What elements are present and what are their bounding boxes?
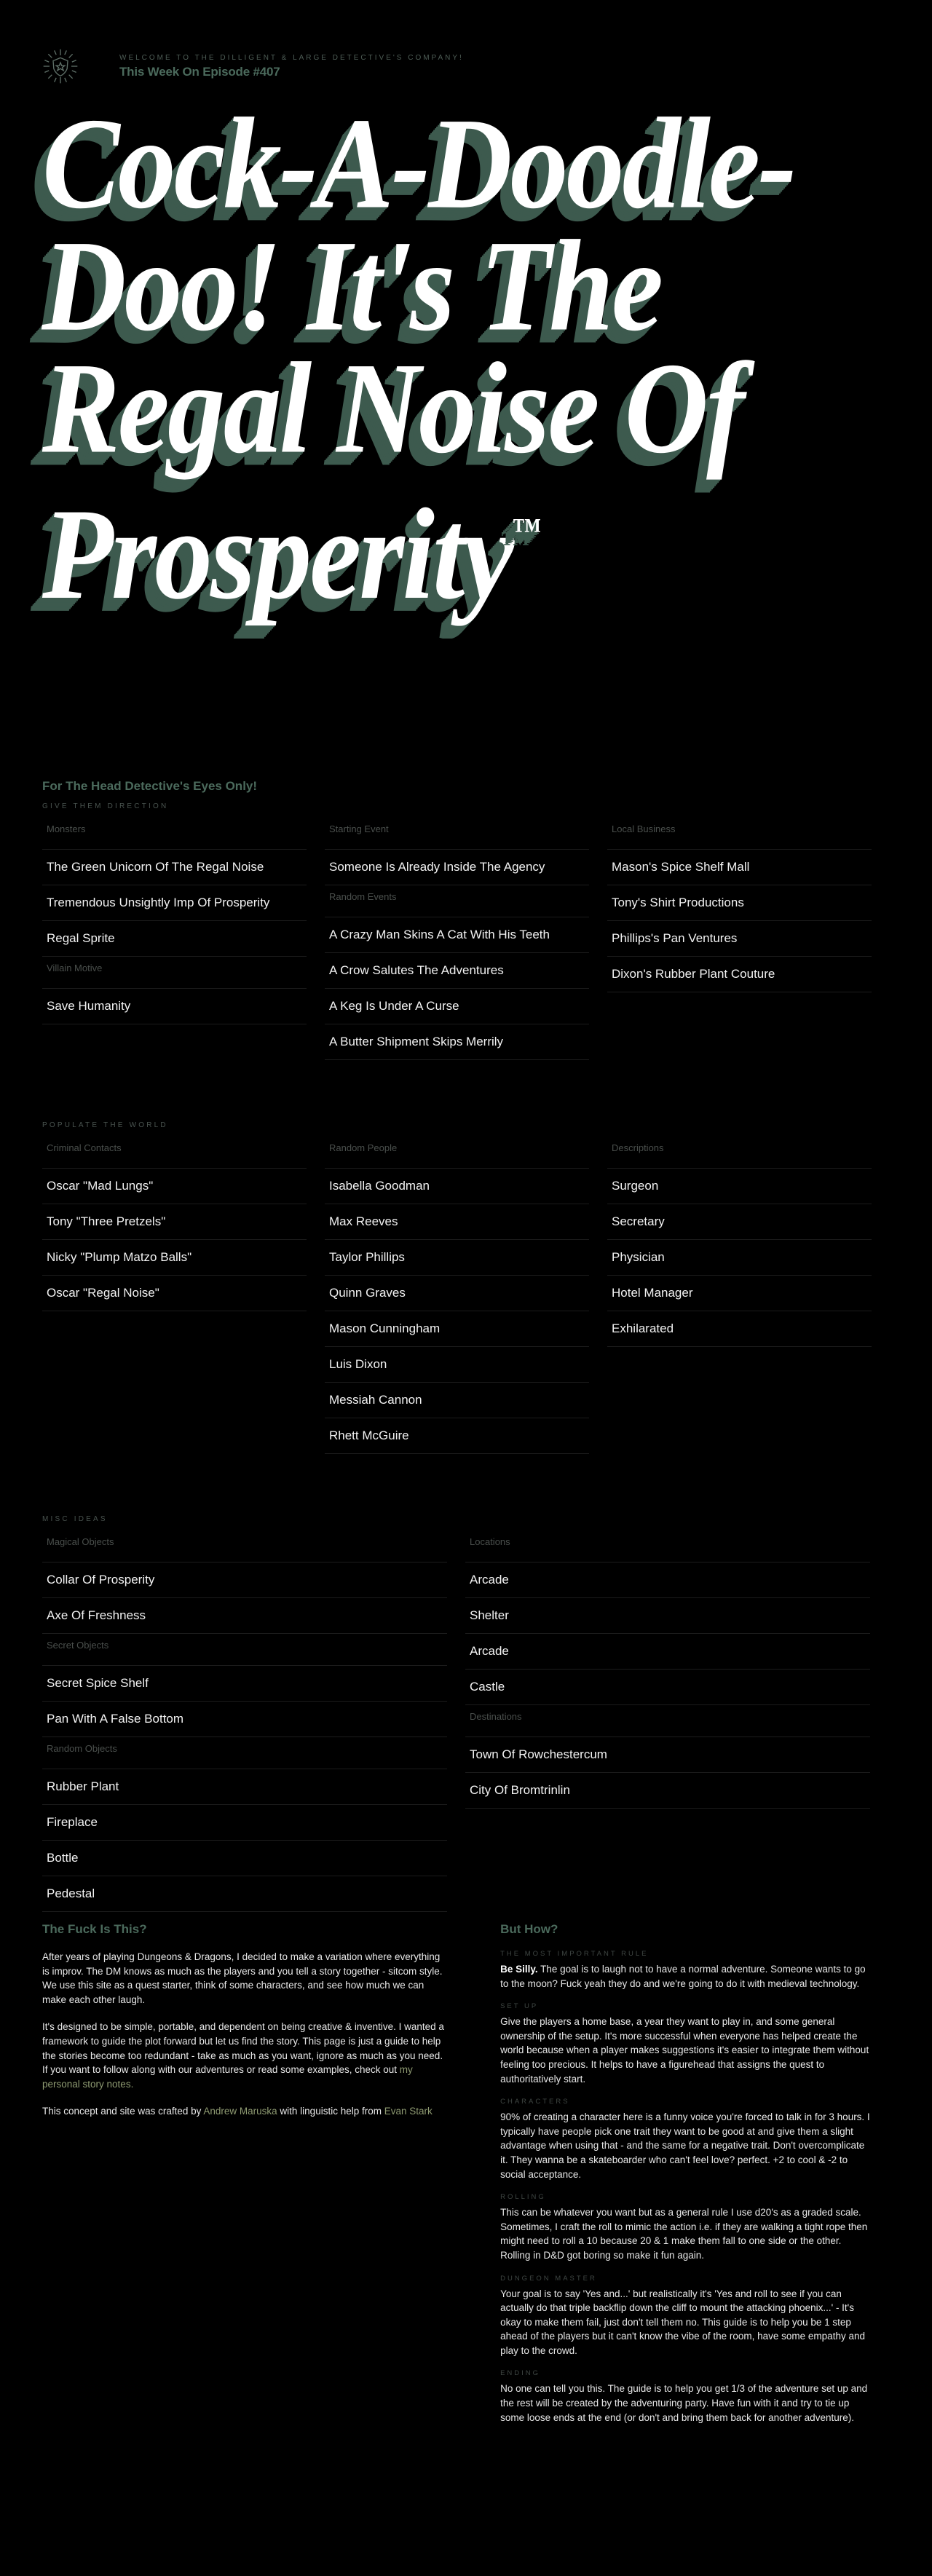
group-label: POPULATE THE WORLD: [42, 1121, 168, 1129]
category-label: Locations: [465, 1530, 870, 1562]
generator-column: [42, 1530, 447, 1912]
story-notes-link[interactable]: my personal story notes.: [42, 2064, 413, 2090]
list-item[interactable]: The Green Unicorn Of The Regal Noise: [42, 850, 307, 885]
category-label: Villain Motive: [42, 957, 307, 989]
generator-column: [607, 818, 872, 1060]
list-item[interactable]: Surgeon: [607, 1169, 872, 1204]
category-label: Descriptions: [607, 1137, 872, 1169]
site-header: [42, 42, 464, 90]
misc-columns: [42, 1530, 872, 1912]
rule-text: Your goal is to say 'Yes and...' but realistically it's 'Yes and roll to see if you can actually do that triple backflip down the cliff to mount the attacking phoenix...' - It's okay to make them fail, just don't tell them no. This guide is to help you be 1 step ahead of the players but it can't know the vibe of the room, have some empathy and play to the crowd.: [500, 2288, 865, 2356]
generator-column: [42, 818, 307, 1060]
list-item[interactable]: Physician: [607, 1240, 872, 1276]
category-label: Starting Event: [325, 818, 589, 850]
list-item[interactable]: Dixon's Rubber Plant Couture: [607, 957, 872, 992]
list-item[interactable]: Pedestal: [42, 1876, 447, 1912]
author-link[interactable]: Andrew Maruska: [203, 2106, 277, 2117]
hero-title: [42, 90, 858, 627]
list-item[interactable]: Quinn Graves: [325, 1276, 589, 1311]
list-item[interactable]: A Crazy Man Skins A Cat With His Teeth: [325, 917, 589, 953]
list-item[interactable]: Tony "Three Pretzels": [42, 1204, 307, 1240]
list-item[interactable]: Mason's Spice Shelf Mall: [607, 850, 872, 885]
generator-column: [607, 1137, 872, 1454]
generator-section: [42, 779, 872, 1973]
rule-label: DUNGEON MASTER: [500, 2274, 597, 2283]
rule-label: SET UP: [500, 2002, 539, 2011]
list-item[interactable]: Tony's Shirt Productions: [607, 885, 872, 921]
rule-emphasis: Be Silly.: [500, 1964, 538, 1975]
list-item[interactable]: Isabella Goodman: [325, 1169, 589, 1204]
list-item[interactable]: Shelter: [465, 1598, 870, 1634]
list-item[interactable]: Taylor Phillips: [325, 1240, 589, 1276]
list-item[interactable]: Save Humanity: [42, 989, 307, 1024]
tagline: WELCOME TO THE DILLIGENT & LARGE DETECTIVE'S COMPANY!: [119, 53, 464, 62]
generator-column: [465, 1530, 870, 1912]
rule-text: 90% of creating a character here is a funny voice you're forced to talk in for 3 hours. I typically have people pick one trait they want to be good at and give them a slight advantage when using that - and the same for a negative trait. Don't overcomplicate it. They wanna be a skateboarder who can't feel love? perfect. +2 to cool & -2 to social acceptance.: [500, 2111, 870, 2180]
list-item[interactable]: Max Reeves: [325, 1204, 589, 1240]
category-label: Random Objects: [42, 1737, 447, 1769]
about-paragraph: After years of playing Dungeons & Dragons, I decided to make a variation where everything is improv. The DM knows as much as the players and you tell a story together - sitcom style. We use this site as a quest starter, think of some characters, and see how much we can make each other laugh.: [42, 1951, 443, 2005]
list-item[interactable]: Secret Spice Shelf: [42, 1666, 447, 1702]
list-item[interactable]: Rhett McGuire: [325, 1418, 589, 1454]
category-label: Monsters: [42, 818, 307, 850]
category-label: Magical Objects: [42, 1530, 447, 1562]
list-item[interactable]: Collar Of Prosperity: [42, 1562, 447, 1598]
list-item[interactable]: Exhilarated: [607, 1311, 872, 1347]
how-column: [500, 1922, 872, 2436]
trademark-symbol: ™: [512, 511, 542, 548]
list-item[interactable]: Mason Cunningham: [325, 1311, 589, 1347]
credits-paragraph: This concept and site was crafted by Andrew Maruska with linguistic help from Evan Stark: [42, 2106, 433, 2117]
rule-text: No one can tell you this. The guide is to help you get 1/3 of the adventure set up and the rest will be created by the adventuring party. Have fun with it and try to tie up some loose ends at the end (or don't and bring them back for another adventure).: [500, 2383, 868, 2423]
group-direction: [42, 802, 872, 1060]
list-item[interactable]: Town Of Rowchestercum: [465, 1737, 870, 1773]
rule-label: THE MOST IMPORTANT RULE: [500, 1950, 649, 1958]
populate-columns: [42, 1137, 872, 1454]
list-item[interactable]: Oscar "Mad Lungs": [42, 1169, 307, 1204]
rules-list: [500, 1950, 872, 2425]
list-item[interactable]: A Butter Shipment Skips Merrily: [325, 1024, 589, 1060]
list-item[interactable]: Oscar "Regal Noise": [42, 1276, 307, 1311]
category-label: Secret Objects: [42, 1634, 447, 1666]
rule-text: Give the players a home base, a year they want to play in, and some general ownership of the setup. It's more successful when everyone has helped create the world because when a player makes suggestions it's easier to integrate them without feeling too precious. It helps to have a figurehead that assigns the quest to authoritatively start.: [500, 2016, 869, 2085]
rule-label: ENDING: [500, 2369, 541, 2378]
about-section: [42, 1922, 872, 2436]
list-item[interactable]: Bottle: [42, 1841, 447, 1876]
group-misc: [42, 1515, 872, 1912]
about-paragraph: It's designed to be simple, portable, and dependent on being creative & inventive. I wanted a framework to guide the plot forward but let us find the story. This page is just a guide to help the stories become too redundant - take as much as you want, ignore as much as you need. If you want to follow along with our adventures or read some examples, check out my personal story notes.: [42, 2021, 444, 2090]
list-item[interactable]: City Of Bromtrinlin: [465, 1773, 870, 1809]
category-label: Destinations: [465, 1705, 870, 1737]
list-item[interactable]: Axe Of Freshness: [42, 1598, 447, 1634]
group-label: MISC IDEAS: [42, 1515, 108, 1523]
category-label: Criminal Contacts: [42, 1137, 307, 1169]
category-label: Random Events: [325, 885, 589, 917]
category-label: Local Business: [607, 818, 872, 850]
about-heading: The Fuck Is This?: [42, 1922, 147, 1936]
list-item[interactable]: Nicky "Plump Matzo Balls": [42, 1240, 307, 1276]
generator-column: [325, 818, 589, 1060]
list-item[interactable]: Someone Is Already Inside The Agency: [325, 850, 589, 885]
list-item[interactable]: Castle: [465, 1670, 870, 1705]
generator-column: [325, 1137, 589, 1454]
list-item[interactable]: Rubber Plant: [42, 1769, 447, 1805]
episode-title: This Week On Episode #407: [119, 64, 280, 79]
how-heading: But How?: [500, 1922, 558, 1936]
list-item[interactable]: Luis Dixon: [325, 1347, 589, 1383]
generator-heading: For The Head Detective's Eyes Only!: [42, 779, 258, 793]
direction-columns: [42, 818, 872, 1060]
list-item[interactable]: A Crow Salutes The Adventures: [325, 953, 589, 989]
hero-title-text: Cock-A-Doodle-Doo! It's The Regal Noise Of Prosperity: [42, 90, 795, 627]
shield-star-icon: [42, 42, 79, 90]
rule-text: Be Silly. The goal is to laugh not to have a normal adventure. Someone wants to go to the moon? Fuck yeah they do and we're going to do it with medieval technology.: [500, 1964, 866, 1989]
generator-column: [42, 1137, 307, 1454]
about-column: [42, 1922, 449, 2436]
rule-text: This can be whatever you want but as a general rule I use d20's as a graded scale. Sometimes, I craft the roll to mimic the action i.e. if they are walking a tight rope then might need to roll a 10 because 20 & 1 make them fall to one side or the other. Rolling in D&D got boring so make it fun again.: [500, 2207, 868, 2261]
list-item[interactable]: Hotel Manager: [607, 1276, 872, 1311]
list-item[interactable]: Arcade: [465, 1634, 870, 1670]
category-label: Random People: [325, 1137, 589, 1169]
list-item[interactable]: Messiah Cannon: [325, 1383, 589, 1418]
list-item[interactable]: Arcade: [465, 1562, 870, 1598]
list-item[interactable]: Regal Sprite: [42, 921, 307, 957]
list-item[interactable]: Pan With A False Bottom: [42, 1702, 447, 1737]
rule-label: CHARACTERS: [500, 2098, 570, 2106]
group-label: GIVE THEM DIRECTION: [42, 802, 169, 810]
group-populate: [42, 1121, 872, 1454]
rule-label: ROLLING: [500, 2193, 546, 2202]
helper-link[interactable]: Evan Stark: [384, 2106, 433, 2117]
list-item[interactable]: Fireplace: [42, 1805, 447, 1841]
list-item[interactable]: A Keg Is Under A Curse: [325, 989, 589, 1024]
list-item[interactable]: Secretary: [607, 1204, 872, 1240]
list-item[interactable]: Phillips's Pan Ventures: [607, 921, 872, 957]
list-item[interactable]: Tremendous Unsightly Imp Of Prosperity: [42, 885, 307, 921]
